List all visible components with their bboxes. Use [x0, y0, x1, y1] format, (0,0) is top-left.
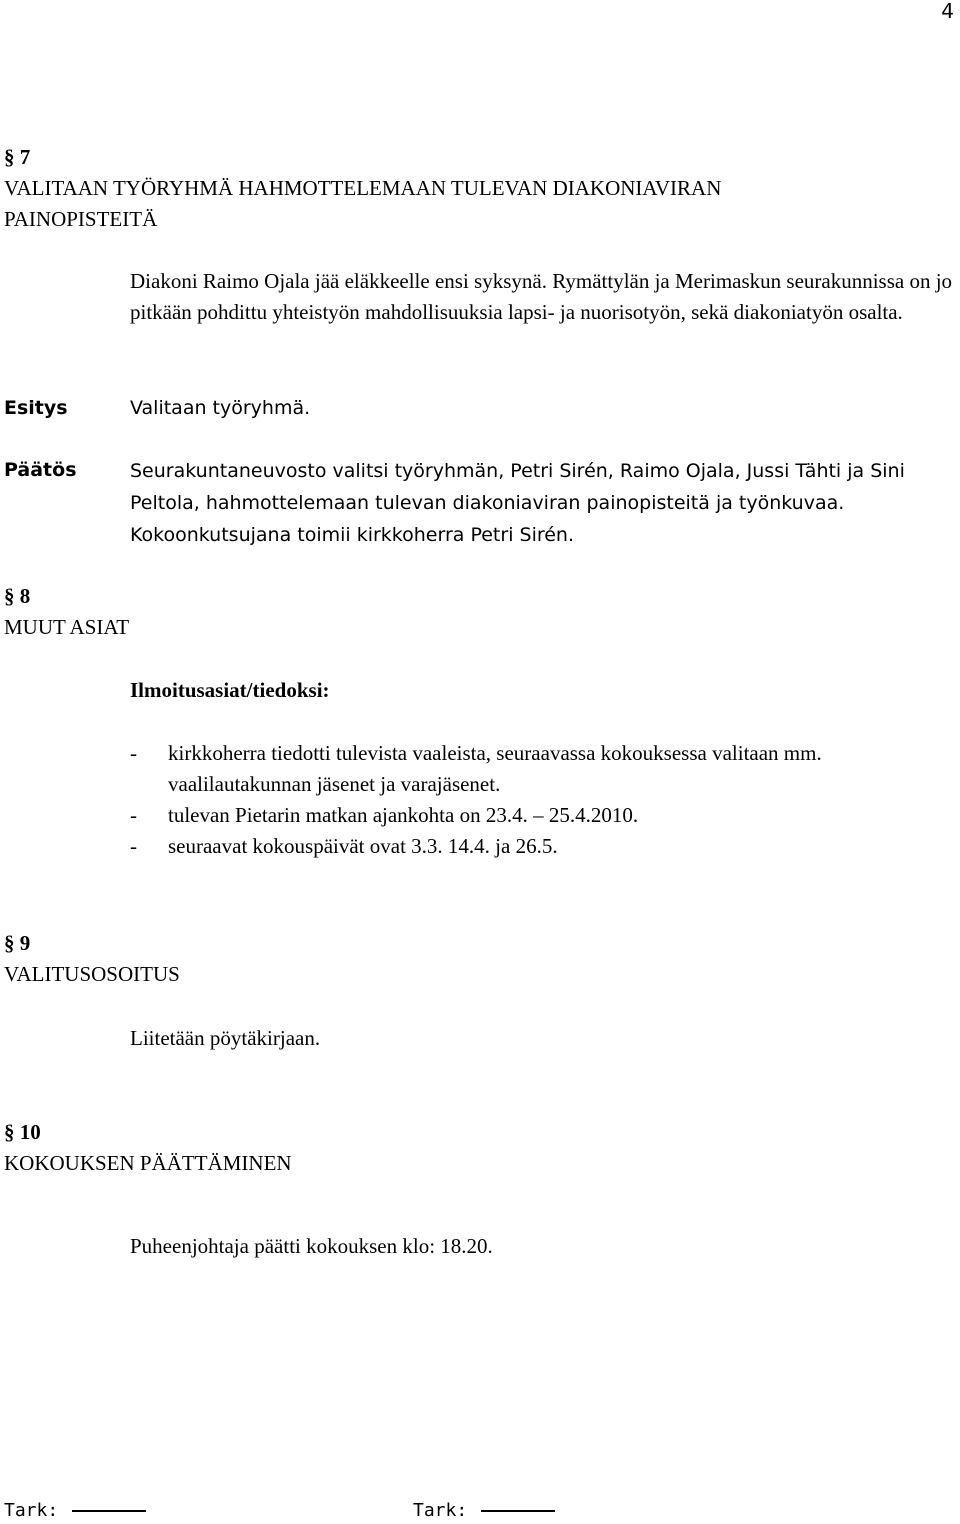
signature-line	[481, 1510, 555, 1512]
section-symbol: §	[4, 1120, 15, 1144]
list-item-text: seuraavat kokouspäivät ovat 3.3. 14.4. ja 26.5.	[168, 834, 558, 858]
section-symbol: §	[4, 145, 15, 169]
list-item-text: kirkkoherra tiedotti tulevista vaaleista, seuraavassa kokouksessa valitaan mm. vaalilautakunnan jäsenet ja varajäsenet.	[168, 741, 822, 796]
page-number: 4	[941, 0, 954, 23]
section-7-intro: Diakoni Raimo Ojala jää eläkkeelle ensi syksynä. Rymättylän ja Merimaskun seurakunnissa on jo pitkään pohdittu yhteistyön mahdollisuuksia lapsi- ja nuorisotyön, sekä diakoniatyön osalta.	[130, 269, 953, 324]
list-item	[130, 800, 956, 831]
list-item	[130, 831, 956, 862]
section-9-number: § 9	[4, 931, 31, 955]
section-8-header	[4, 581, 129, 643]
section-7-title	[4, 173, 954, 235]
section-10-header	[4, 1117, 292, 1179]
section-8-subheading: Ilmoitusasiat/tiedoksi:	[130, 678, 330, 702]
list-dash: -	[130, 803, 137, 827]
section-10-number: § 10	[4, 1120, 41, 1144]
section-10-title: KOKOUKSEN PÄÄTTÄMINEN	[4, 1151, 292, 1175]
section-7-number: § 7	[4, 145, 31, 169]
paatos-text: Seurakuntaneuvosto valitsi työryhmän, Petri Sirén, Raimo Ojala, Jussi Tähti ja Sini Peltola, hahmottelemaan tulevan diakoniaviran painopisteitä ja työnkuvaa. Kokoonkutsujana toimii kirkkoherra Petri Sirén.	[130, 460, 905, 546]
list-dash: -	[130, 834, 137, 858]
section-8-list	[130, 738, 956, 862]
section-8-title: MUUT ASIAT	[4, 615, 130, 639]
footer-check-label: Tark:	[413, 1500, 468, 1521]
section-symbol: §	[4, 584, 15, 608]
esitys-text: Valitaan työryhmä.	[130, 397, 311, 419]
list-item	[130, 738, 956, 800]
section-9-title: VALITUSOSOITUS	[4, 962, 180, 986]
section-7-title-line1: VALITAAN TYÖRYHMÄ HAHMOTTELEMAAN TULEVAN DIAKONIAVIRAN	[4, 176, 722, 200]
list-item-text: tulevan Pietarin matkan ajankohta on 23.4. – 25.4.2010.	[168, 803, 639, 827]
section-9-text: Liitetään pöytäkirjaan.	[130, 1026, 321, 1050]
paatos-label: Päätös	[4, 459, 77, 481]
footer-check-right	[413, 1498, 555, 1524]
section-symbol: §	[4, 931, 15, 955]
section-7-header	[4, 142, 954, 235]
signature-line	[72, 1510, 146, 1512]
footer-check-label: Tark:	[4, 1500, 59, 1521]
section-7-title-line2: PAINOPISTEITÄ	[4, 207, 158, 231]
section-10-text: Puheenjohtaja päätti kokouksen klo: 18.20.	[130, 1234, 493, 1258]
footer-check-left	[4, 1498, 146, 1524]
list-dash: -	[130, 741, 137, 765]
section-8-number: § 8	[4, 584, 31, 608]
esitys-label: Esitys	[4, 397, 68, 419]
section-9-header	[4, 928, 180, 990]
